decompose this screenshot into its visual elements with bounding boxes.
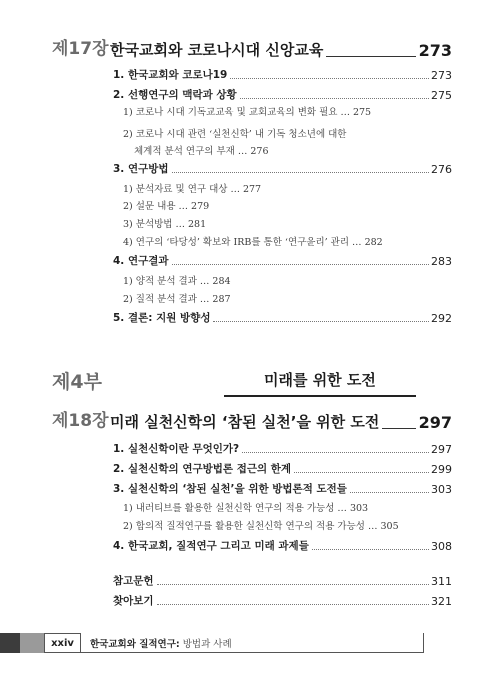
running-footer-subtitle: 방법과 사례	[182, 639, 232, 650]
section-page: 297	[431, 443, 452, 456]
toc-section-row	[113, 64, 452, 82]
part-heading	[52, 365, 452, 395]
leader-line	[326, 56, 415, 57]
toc-subsection: 2) 합의적 질적연구를 활용한 실천신학 연구의 적용 가능성 … 305	[123, 521, 399, 532]
section-page: 273	[431, 69, 452, 82]
dot-leader	[294, 472, 429, 473]
footer-rule	[81, 652, 424, 653]
backmatter-label: 참고문헌	[113, 575, 154, 587]
toc-section-row	[113, 478, 452, 496]
chapter-heading	[52, 408, 500, 432]
running-footer-title: 한국교회와 질적연구:	[90, 639, 180, 650]
toc-section-row	[113, 535, 452, 553]
toc-subsection: 1) 코로나 시대 기독교교육 및 교회교육의 변화 필요 … 275	[123, 107, 372, 118]
part-title: 미래를 위한 도전	[224, 369, 416, 397]
section-label: 3. 실천신학의 ‘참된 실천’을 위한 방법론적 도전들	[113, 483, 347, 495]
dot-leader	[157, 584, 429, 585]
leader-line	[382, 428, 415, 429]
chapter-heading	[52, 36, 500, 60]
section-label: 4. 연구결과	[113, 255, 169, 267]
section-page: 299	[431, 463, 452, 476]
dot-leader	[172, 172, 429, 173]
chapter-title: 미래 실천신학의 ‘참된 실천’을 위한 도전	[110, 413, 380, 431]
section-page: 303	[431, 483, 452, 496]
section-label: 5. 결론: 지원 방향성	[113, 312, 211, 324]
dot-leader	[242, 452, 429, 453]
backmatter-page: 321	[431, 595, 452, 608]
section-page: 308	[431, 540, 452, 553]
toc-section-row	[113, 250, 452, 268]
dot-leader	[230, 78, 429, 79]
toc-subsection: 4) 연구의 ‘타당성’ 확보와 IRB를 통한 ‘연구윤리’ 관리 … 282	[123, 237, 383, 248]
chapter-number: 제17장	[52, 39, 109, 59]
backmatter-label: 찾아보기	[113, 595, 154, 607]
section-label: 2. 실천신학의 연구방법론 접근의 한계	[113, 463, 292, 475]
section-label: 3. 연구방법	[113, 163, 169, 175]
backmatter-page: 311	[431, 575, 452, 588]
section-label: 4. 한국교회, 질적연구 그리고 미래 과제들	[113, 540, 309, 552]
section-label: 2. 선행연구의 맥락과 상황	[113, 89, 237, 101]
toc-section-row	[113, 84, 452, 102]
dot-leader	[157, 604, 429, 605]
toc-section-row	[113, 458, 452, 476]
page-number: xxiv	[44, 633, 81, 653]
footer-rule-end	[423, 633, 424, 652]
running-footer	[90, 636, 232, 650]
footer-bar-grey	[20, 633, 44, 653]
dot-leader	[240, 98, 429, 99]
section-page: 283	[431, 255, 452, 268]
section-label: 1. 실천신학이란 무엇인가?	[113, 443, 240, 455]
section-page: 292	[431, 312, 452, 325]
chapter-page: 297	[418, 413, 452, 432]
toc-section-row	[113, 158, 452, 176]
dot-leader	[213, 321, 429, 322]
toc-subsection: 1) 내러티브를 활용한 실천신학 연구의 적용 가능성 … 303	[123, 503, 369, 514]
toc-subsection: 3) 분석방법 … 281	[123, 219, 207, 230]
chapter-number: 제18장	[52, 411, 109, 431]
chapter-page: 273	[418, 41, 452, 60]
toc-backmatter-row	[113, 570, 452, 588]
section-page: 276	[431, 163, 452, 176]
toc-subsection: 1) 양적 분석 결과 … 284	[123, 276, 231, 287]
toc-subsection: 2) 질적 분석 결과 … 287	[123, 294, 231, 305]
chapter-title: 한국교회와 코로나시대 신앙교육	[110, 41, 324, 59]
toc-subsection: 2) 코로나 시대 관련 ‘실천신학’ 내 기독 청소년에 대한	[123, 129, 347, 140]
dot-leader	[350, 492, 429, 493]
dot-leader	[172, 264, 429, 265]
dot-leader	[312, 549, 429, 550]
toc-section-row	[113, 307, 452, 325]
toc-section-row	[113, 438, 452, 456]
part-number: 제4부	[52, 371, 102, 393]
footer-bar-dark	[0, 633, 20, 653]
toc-subsection-continued: 체계적 분석 연구의 부재 … 276	[134, 146, 269, 157]
toc-backmatter-row	[113, 590, 452, 608]
toc-subsection: 2) 설문 내용 … 279	[123, 201, 210, 212]
section-label: 1. 한국교회와 코로나19	[113, 69, 228, 81]
toc-subsection: 1) 분석자료 및 연구 대상 … 277	[123, 184, 262, 195]
section-page: 275	[431, 89, 452, 102]
